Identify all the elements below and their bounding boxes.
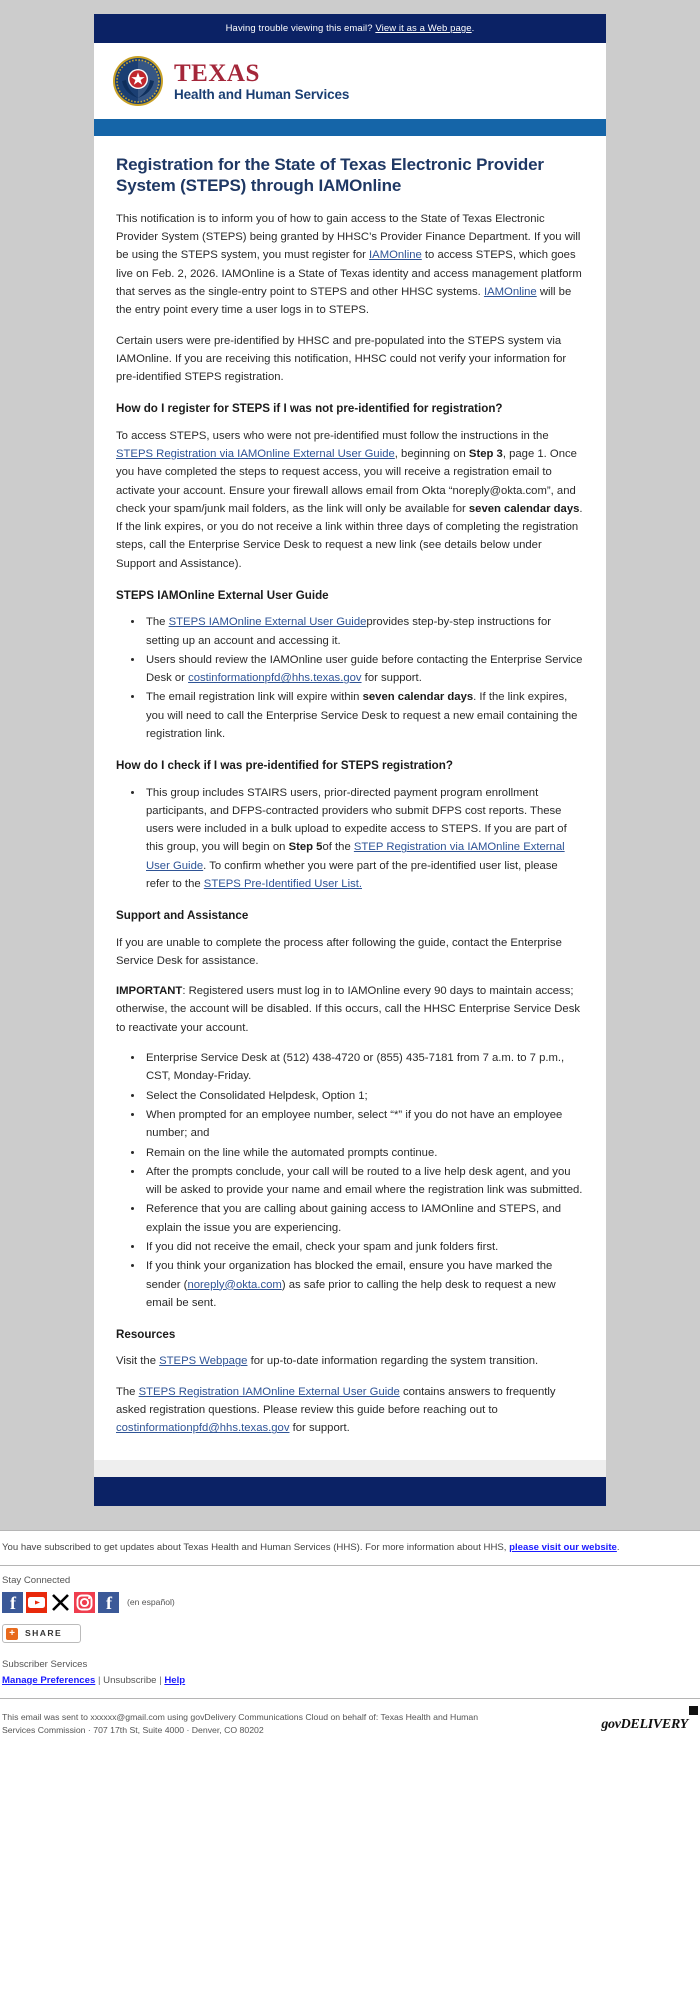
iamonline-link-2[interactable]: IAMOnline [483,286,537,298]
preheader-bar [94,14,606,43]
noreply-okta-email-link[interactable]: noreply@okta.com [187,1278,282,1291]
guide-bullet-list [116,613,584,743]
sent-to-line-1: This email was sent to xxxxxx@gmail.com using govDelivery Communications Cloud on behalf of: Texas Health and Human [2,1712,479,1723]
govdelivery-mark-icon [689,1706,698,1715]
list-item [144,688,584,743]
navy-footer-band [94,1477,606,1506]
list-item: • Reference that you are calling about gaining access to IAMOnline and STEPS, and explain the issue you are experiencing. [144,1200,584,1237]
list-item [144,1257,584,1312]
res2-a: The [116,1385,139,1398]
list-item: • When prompted for an employee number, select “*” if you do not have an employee number; and [144,1106,584,1143]
costinformation-email-link-1[interactable]: costinformationpfd@hhs.texas.gov [188,672,362,685]
social-icon-row [2,1592,698,1613]
support-b8-a: If you think your organization has blocked the email, ensure you have marked the sender ( [146,1260,553,1291]
email-card [94,14,606,1506]
share-section [0,1617,700,1652]
steps-registration-iamonline-guide-link[interactable]: STEPS Registration IAMOnline External User Guide [138,1385,400,1398]
stay-connected-label: Stay Connected [2,1575,71,1587]
wordmark-texas: TEXAS [174,59,260,87]
hhs-wordmark [174,61,349,102]
svg-text:f: f [106,1593,112,1614]
guide-b2-a: Users should review the IAMOnline user guide before contacting the Enterprise Service Desk or [146,653,583,685]
intro-text-a: This notification is to inform you of how to gain access to the State of Texas Electronic Provider System (STEPS) being granted by HHSC’s Provider Finance Department. If you will be using the STEPS system, you must register for [116,212,581,262]
register-text-a: To access STEPS, users who were not pre-identified must follow the instructions in the [116,429,549,442]
instagram-icon[interactable] [74,1592,95,1613]
separator-2: | [159,1674,162,1686]
steps-iamonline-guide-link[interactable]: STEPS IAMOnline External User Guide [168,616,367,629]
govdelivery-wordmark: govDELIVERY [601,1716,688,1732]
preid-text-a: This group includes STAIRS users, prior-directed payment program enrollment participants, and DFPS-contracted providers who submit DFPS cost reports. These users were included in a bulk upload to expedite access to STEPS. If you are part of this group, you will begin on [146,786,567,854]
plus-icon: + [6,1628,18,1640]
espanol-label: (en español) [127,1597,175,1608]
facebook-icon[interactable] [2,1592,23,1613]
register-text-c: , page 1. Once you have completed the steps to request access, you will receive a registration email to activate your account. Ensure your firewall allows email from Okta “noreply@okta.com”, and check your spam/junk mail folders, as the link will only be available for [116,448,577,515]
list-item [144,784,584,894]
subscription-text-b: . [616,1541,620,1553]
intro-text-b: to access STEPS, which goes live on Feb. 2, 2026. IAMOnline is a State of Texas identity and access management platform that serves as the single-entry point to STEPS and other HHSC systems. [116,249,582,298]
sent-to-line-2: Services Commission · 707 17th St, Suite 4000 · Denver, CO 80202 [2,1725,264,1736]
view-as-web-page-link[interactable]: View it as a Web page [375,23,472,34]
iamonline-link-1[interactable]: IAMOnline [369,249,422,262]
list-item: • Select the Consolidated Helpdesk, Option 1; [144,1087,584,1105]
heading-steps-user-guide: STEPS IAMOnline External User Guide [116,589,329,603]
steps-webpage-link[interactable]: STEPS Webpage [159,1355,248,1368]
guide-b1-b: provides step-by-step instructions for setting up an account and accessing it. [146,616,551,647]
list-item: • After the prompts conclude, your call will be routed to a live help desk agent, and you will be asked to provide your name and email where the registration link was submitted. [144,1163,584,1200]
res1-b: for up-to-date information regarding the system transition. [247,1355,539,1368]
seven-calendar-days-bold-1: seven calendar days [468,502,580,515]
preid-text-c: . To confirm whether you were part of the pre-identified user list, please refer to the [146,859,558,891]
support-bullet-list [116,1049,584,1312]
stay-connected-section [0,1566,700,1617]
register-text-d: . If the link expires, or you do not receive a link within three days of completing the registration steps, call the Enterprise Service Desk to request a new link (see details below under Support and Assistance). [116,502,583,570]
resources-paragraph-1 [116,1352,584,1370]
preid-text-b: of the [322,841,354,854]
preheader-period: . [471,23,475,34]
facebook-espanol-icon[interactable] [98,1592,119,1613]
important-bold: IMPORTANT [116,985,183,998]
govdelivery-footer [0,1530,700,1750]
heading-how-do-i-register: How do I register for STEPS if I was not pre-identified for registration? [116,402,503,416]
heading-support-and-assistance: Support and Assistance [116,909,249,923]
list-item [144,651,584,688]
texas-state-seal-icon [112,55,164,107]
sent-to-text [2,1711,478,1737]
guide-b1-a: The [146,616,169,629]
manage-preferences-link[interactable]: Manage Preferences [2,1674,96,1686]
guide-b2-b: for support. [361,672,422,685]
svg-text:f: f [10,1593,16,1614]
unsubscribe-link[interactable]: Unsubscribe [103,1674,157,1686]
grey-spacer-band [94,1460,606,1477]
resources-paragraph-2 [116,1383,584,1438]
important-paragraph [116,982,584,1037]
subscriber-services-section [0,1652,700,1698]
subscriber-services-label: Subscriber Services [2,1659,88,1671]
steps-registration-guide-link[interactable]: STEPS Registration via IAMOnline External User Guide [116,448,395,460]
heading-how-do-i-check: How do I check if I was pre-identified for STEPS registration? [116,759,453,773]
share-button-label: SHARE [25,1628,63,1639]
res2-c: for support. [289,1422,350,1435]
blue-divider-bar [94,119,606,136]
visit-our-website-link[interactable]: please visit our website [509,1541,617,1553]
preheader-text: Having trouble viewing this email? [225,23,376,34]
register-text-b: , beginning on [394,448,469,460]
subscription-text-a: You have subscribed to get updates about Texas Health and Human Services (HHS). For more information about HHS, [2,1541,510,1553]
res2-b: contains answers to frequently asked registration questions. Please review this guide before reaching out to [116,1385,556,1417]
preidentified-bullet-list [116,784,584,894]
guide-b3-a: The email registration link will expire within [146,691,363,704]
wordmark-health-and-human-services: Health and Human Services [174,86,350,102]
preidentified-paragraph: Certain users were pre-identified by HHSC and pre-populated into the STEPS system via IAMOnline. If you are receiving this notification, HHSC could not verify your information for pre-identified STEPS registration. [116,334,567,384]
steps-preidentified-user-list-link[interactable]: STEPS Pre-Identified User List. [203,878,362,891]
logo-band [94,43,606,119]
support-b8-b: ) as safe prior to calling the help desk to request a new email be sent. [146,1278,556,1309]
step-3-bold: Step 3 [468,448,503,460]
list-item: • If you did not receive the email, check your spam and junk folders first. [144,1238,584,1256]
subscription-notice [0,1531,700,1565]
intro-paragraph [116,210,584,320]
list-item [144,613,584,650]
res1-a: Visit the [116,1355,160,1368]
costinformation-email-link-2[interactable]: costinformationpfd@hhs.texas.gov [116,1422,290,1435]
heading-resources: Resources [116,1328,176,1342]
guide-b3-b: . If the link expires, you will need to call the Enterprise Service Desk to request a new email containing the registration link. [146,691,578,741]
seven-calendar-days-bold-2: seven calendar days [362,691,474,704]
youtube-icon[interactable] [26,1592,47,1613]
separator-1: | [98,1674,101,1686]
subscriber-links-row [2,1674,698,1688]
step-registration-guide-link[interactable]: STEP Registration via IAMOnline External User Guide [146,841,565,872]
list-item: • Enterprise Service Desk at (512) 438-4720 or (855) 435-7181 from 7 a.m. to 7 p.m., CST, Monday-Friday. [144,1049,584,1086]
x-twitter-icon[interactable] [50,1592,71,1613]
intro-text-c: will be the entry point every time a user logs in to STEPS. [116,286,572,317]
step-5-bold: Step 5 [288,841,323,854]
govdelivery-logo [601,1714,698,1735]
register-paragraph [116,427,584,573]
sent-to-section [0,1699,700,1749]
page-title: Registration for the State of Texas Electronic Provider System (STEPS) through IAMOnline [116,155,544,196]
list-item: • Remain on the line while the automated prompts continue. [144,1144,584,1162]
support-paragraph: If you are unable to complete the process after following the guide, contact the Enterprise Service Desk for assistance. [116,936,562,967]
email-content [94,136,606,1460]
important-text: : Registered users must log in to IAMOnline every 90 days to maintain access; otherwise, the account will be disabled. If this occurs, call the HHSC Enterprise Service Desk to reactivate your account. [116,985,580,1034]
help-link[interactable]: Help [164,1674,186,1686]
share-button[interactable] [2,1624,81,1643]
